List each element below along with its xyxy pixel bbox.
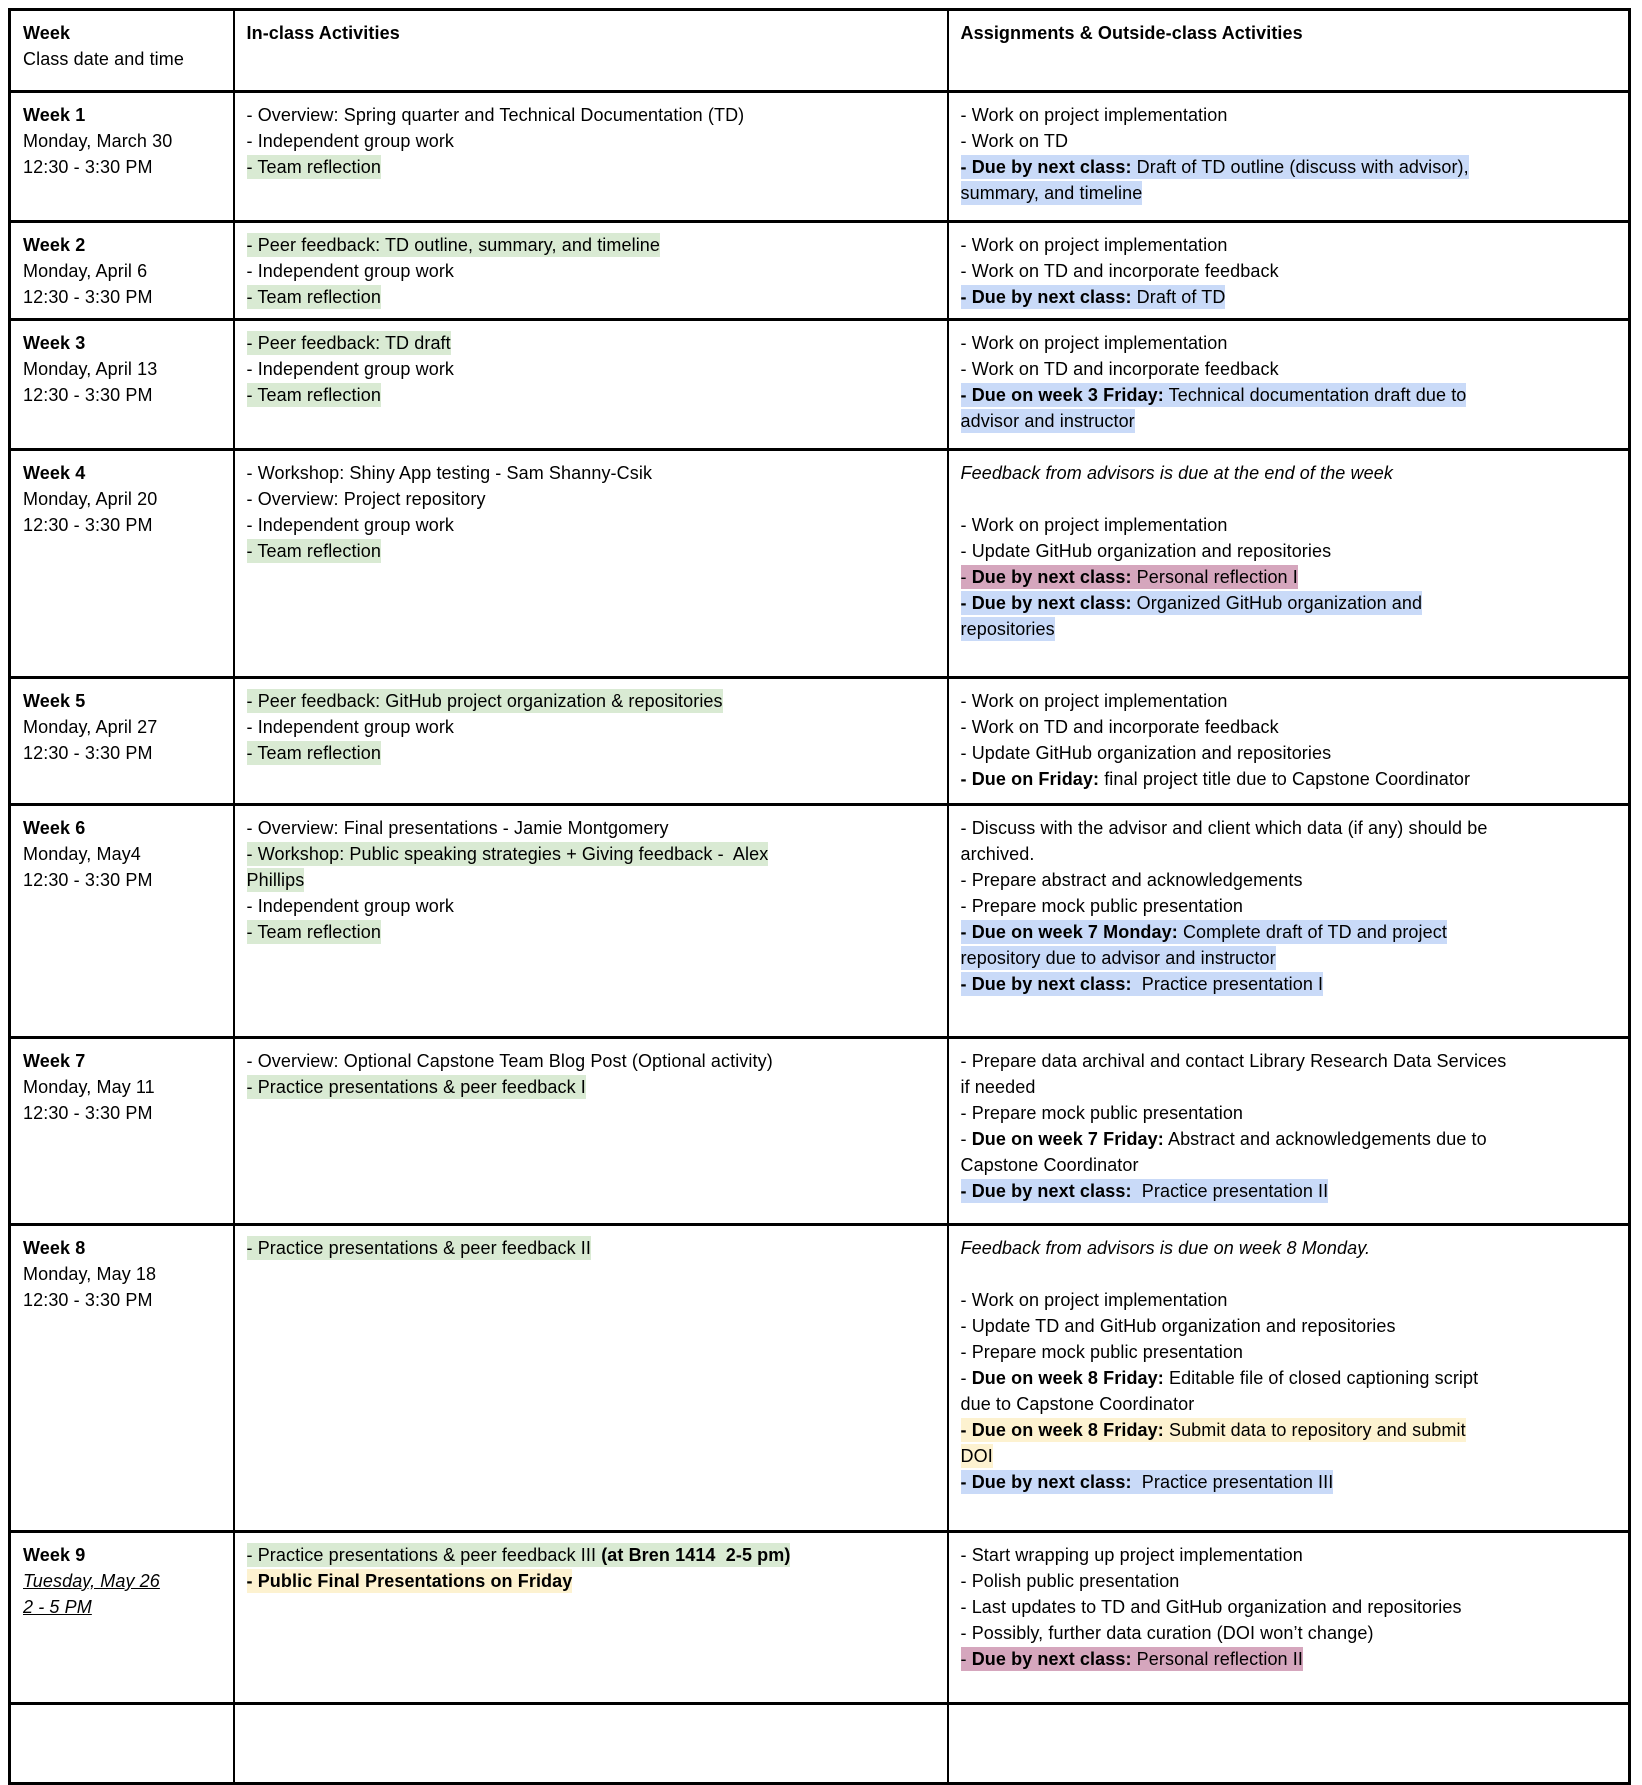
text-line [961, 1261, 1617, 1287]
text-line [961, 128, 1617, 154]
text-line [23, 232, 221, 258]
text-segment: Practice presentation III [1131, 1472, 1334, 1492]
table-row-week-3 [10, 320, 1630, 450]
text-line [961, 284, 1617, 310]
text-segment: 12:30 - 3:30 PM [23, 1290, 153, 1310]
text-line [247, 460, 935, 486]
text-segment: Practice presentation II [1131, 1181, 1329, 1201]
text-line [961, 1417, 1617, 1443]
text-segment: Feedback from advisors is due at the end of the week [960, 463, 1393, 483]
text-segment: - Public Final Presentations on Friday [246, 1571, 573, 1591]
text-line [247, 688, 935, 714]
text-line [247, 1568, 935, 1594]
text-segment: Organized GitHub organization and [1131, 593, 1423, 613]
text-segment: - Polish public presentation [960, 1571, 1180, 1591]
text-segment: Monday, May4 [23, 844, 141, 864]
text-line [961, 564, 1617, 590]
week-cell-week-9 [10, 1532, 234, 1704]
week-cell-week-8 [10, 1225, 234, 1532]
text-line [23, 46, 221, 72]
text-segment: - Practice presentations & peer feedback I [246, 1077, 586, 1097]
text-line [961, 408, 1617, 434]
header-row [10, 10, 1630, 92]
text-line [23, 128, 221, 154]
text-segment: - Due on week 8 Friday: [960, 1420, 1164, 1440]
text-segment: repositories [960, 619, 1055, 639]
text-line [23, 867, 221, 893]
text-segment: - Team reflection [246, 157, 381, 177]
text-segment: Due on week 7 Friday: [971, 1129, 1164, 1149]
text-line [961, 512, 1617, 538]
text-segment: final project title due to Capstone Coordinator [1099, 769, 1471, 789]
text-segment: - Last updates to TD and GitHub organization and repositories [960, 1597, 1462, 1617]
text-segment: - Workshop: Shiny App testing - Sam Shanny-Csik [246, 463, 653, 483]
text-line [247, 486, 935, 512]
text-segment: - Practice presentations & peer feedback II [246, 1238, 591, 1258]
week-cell-week-4 [10, 450, 234, 678]
table-row-week-6 [10, 805, 1630, 1038]
text-line [961, 815, 1617, 841]
schedule-table-body [10, 10, 1630, 1784]
text-line [961, 616, 1617, 642]
week-cell-week-1 [10, 92, 234, 222]
text-segment: summary, and timeline [960, 183, 1143, 203]
text-segment: 12:30 - 3:30 PM [23, 385, 153, 405]
text-line [247, 382, 935, 408]
text-line [961, 232, 1617, 258]
text-segment: - Work on project implementation [960, 515, 1228, 535]
text-segment: - Work on TD [960, 131, 1069, 151]
text-line [961, 841, 1617, 867]
text-segment: - Prepare mock public presentation [960, 896, 1244, 916]
text-segment: - Due by next class: [960, 974, 1132, 994]
inclass-activities-cell-week-8 [234, 1225, 948, 1532]
week-cell-week-2 [10, 222, 234, 320]
text-line [23, 486, 221, 512]
text-line [23, 154, 221, 180]
inclass-activities-cell-week-4 [234, 450, 948, 678]
text-segment: Due by next class: [971, 567, 1132, 587]
text-segment: - Possibly, further data curation (DOI won’t change) [960, 1623, 1374, 1643]
text-segment: Week 4 [23, 463, 86, 483]
text-segment: In-class Activities [246, 23, 400, 43]
text-line [961, 1152, 1617, 1178]
text-line [961, 382, 1617, 408]
text-segment: 12:30 - 3:30 PM [23, 870, 153, 890]
text-segment: - Due by next class: [960, 1181, 1132, 1201]
text-line [961, 1235, 1617, 1261]
text-segment: - Prepare abstract and acknowledgements [960, 870, 1303, 890]
text-segment: Practice presentation I [1131, 974, 1324, 994]
text-segment: 12:30 - 3:30 PM [23, 157, 153, 177]
text-segment: 12:30 - 3:30 PM [23, 743, 153, 763]
text-segment: - Work on project implementation [960, 235, 1228, 255]
text-line [23, 512, 221, 538]
text-segment: Week 8 [23, 1238, 86, 1258]
text-segment: - Team reflection [246, 743, 381, 763]
text-segment: - Due on Friday: [960, 769, 1100, 789]
text-line [961, 1620, 1617, 1646]
text-line [961, 893, 1617, 919]
text-line [961, 1287, 1617, 1313]
text-segment: Feedback from advisors is due on week 8 Monday. [960, 1238, 1371, 1258]
text-line [961, 1126, 1617, 1152]
text-line [961, 766, 1617, 792]
text-segment: - Team reflection [246, 385, 381, 405]
inclass-activities-cell-week-1 [234, 92, 948, 222]
text-segment: DOI [960, 1446, 993, 1466]
text-line [961, 919, 1617, 945]
text-line [23, 688, 221, 714]
text-segment: - Prepare mock public presentation [960, 1342, 1244, 1362]
text-segment: Week 2 [23, 235, 86, 255]
text-segment: Week 3 [23, 333, 86, 353]
text-line [247, 1235, 935, 1261]
table-row-week-7 [10, 1038, 1630, 1225]
text-segment: - Team reflection [246, 287, 381, 307]
header-inclass-activities-cell [234, 10, 948, 92]
text-segment: - Prepare mock public presentation [960, 1103, 1244, 1123]
text-segment: - Independent group work [246, 717, 455, 737]
text-line [961, 590, 1617, 616]
text-line [23, 330, 221, 356]
text-line [23, 460, 221, 486]
text-segment: - Independent group work [246, 131, 455, 151]
text-segment: - Independent group work [246, 359, 455, 379]
text-segment: 12:30 - 3:30 PM [23, 1103, 153, 1123]
week-cell-week-3 [10, 320, 234, 450]
text-line [247, 867, 935, 893]
text-segment: Editable file of closed captioning script [1163, 1368, 1479, 1388]
text-line [23, 1074, 221, 1100]
text-line [247, 102, 935, 128]
text-segment: - Due by next class: [960, 287, 1132, 307]
header-week-cell [10, 10, 234, 92]
inclass-activities-cell-week-5 [234, 678, 948, 805]
text-segment: - Due by next class: [960, 1472, 1132, 1492]
text-line [23, 841, 221, 867]
text-segment: - [960, 567, 972, 587]
text-segment: - Independent group work [246, 261, 455, 281]
text-line [23, 1542, 221, 1568]
assignments-cell-week-9 [948, 1532, 1630, 1704]
inclass-activities-cell-week-3 [234, 320, 948, 450]
text-segment: Assignments & Outside-class Activities [960, 23, 1303, 43]
text-segment: Week 7 [23, 1051, 86, 1071]
text-line [247, 1048, 935, 1074]
text-segment: Monday, May 18 [23, 1264, 157, 1284]
text-line [23, 20, 221, 46]
text-segment: - Peer feedback: GitHub project organization & repositories [246, 691, 723, 711]
text-segment: 12:30 - 3:30 PM [23, 287, 153, 307]
text-line [23, 1048, 221, 1074]
text-segment: Class date and time [23, 49, 184, 69]
text-segment: - Work on project implementation [960, 333, 1228, 353]
text-line [247, 330, 935, 356]
text-line [247, 1542, 935, 1568]
text-line [961, 688, 1617, 714]
table-row-week-5 [10, 678, 1630, 805]
course-schedule-table [8, 8, 1631, 1785]
text-segment: - [960, 1649, 972, 1669]
text-segment: Monday, April 13 [23, 359, 158, 379]
table-row-week-1 [10, 92, 1630, 222]
text-line [247, 1074, 935, 1100]
text-line [961, 330, 1617, 356]
text-line [23, 740, 221, 766]
text-segment: - Due on week 3 Friday: [960, 385, 1164, 405]
assignments-cell-week-6 [948, 805, 1630, 1038]
text-line [961, 1178, 1617, 1204]
text-line [961, 971, 1617, 997]
text-line [961, 1074, 1617, 1100]
assignments-cell-week-1 [948, 92, 1630, 222]
text-line [23, 102, 221, 128]
text-line [247, 512, 935, 538]
text-segment: Draft of TD outline (discuss with advisor), [1131, 157, 1469, 177]
text-line [961, 538, 1617, 564]
assignments-cell-week-4 [948, 450, 1630, 678]
text-segment: Submit data to repository and submit [1163, 1420, 1466, 1440]
text-segment: Phillips [246, 870, 305, 890]
text-segment: - [960, 1368, 972, 1388]
text-line [961, 1443, 1617, 1469]
text-line [961, 20, 1617, 46]
text-line [247, 893, 935, 919]
text-line [961, 1100, 1617, 1126]
text-line [23, 1568, 221, 1594]
assignments-cell-week-5 [948, 678, 1630, 805]
text-segment: - Work on project implementation [960, 1290, 1228, 1310]
text-line [23, 1235, 221, 1261]
inclass-activities-cell-week-7 [234, 1038, 948, 1225]
text-line [247, 232, 935, 258]
text-segment: Abstract and acknowledgements due to [1163, 1129, 1487, 1149]
text-segment: Personal reflection I [1131, 567, 1298, 587]
text-segment: - Work on TD and incorporate feedback [960, 261, 1279, 281]
text-line [23, 714, 221, 740]
inclass-activities-cell-week-9 [234, 1532, 948, 1704]
text-segment: - Update GitHub organization and repositories [960, 541, 1332, 561]
text-segment: - Peer feedback: TD outline, summary, and timeline [246, 235, 661, 255]
text-line [247, 714, 935, 740]
text-line [961, 102, 1617, 128]
text-line [23, 1594, 221, 1620]
assignments-cell-week-8 [948, 1225, 1630, 1532]
text-line [961, 1542, 1617, 1568]
text-segment: Complete draft of TD and project [1177, 922, 1447, 942]
text-segment: - Work on project implementation [960, 691, 1228, 711]
text-line [247, 841, 935, 867]
text-line [961, 1313, 1617, 1339]
text-segment: Monday, March 30 [23, 131, 173, 151]
text-segment: archived. [960, 844, 1035, 864]
text-segment: - Overview: Optional Capstone Team Blog Post (Optional activity) [246, 1051, 773, 1071]
text-segment: - Discuss with the advisor and client which data (if any) should be [960, 818, 1488, 838]
week-cell-week-6 [10, 805, 234, 1038]
table-row-week-8 [10, 1225, 1630, 1532]
assignments-cell-week-2 [948, 222, 1630, 320]
text-line [247, 154, 935, 180]
inclass-activities-cell-week-6 [234, 805, 948, 1038]
text-segment: 12:30 - 3:30 PM [23, 515, 153, 535]
text-segment: - Overview: Spring quarter and Technical Documentation (TD) [246, 105, 745, 125]
text-line [961, 867, 1617, 893]
text-segment: if needed [960, 1077, 1036, 1097]
text-segment: - Work on TD and incorporate feedback [960, 359, 1279, 379]
text-segment: - Team reflection [246, 922, 381, 942]
header-assignments-cell [948, 10, 1630, 92]
text-line [961, 154, 1617, 180]
text-line [23, 815, 221, 841]
text-segment: Monday, April 20 [23, 489, 158, 509]
text-line [23, 258, 221, 284]
text-segment: Monday, May 11 [23, 1077, 155, 1097]
text-line [247, 740, 935, 766]
text-line [961, 486, 1617, 512]
text-segment: - Prepare data archival and contact Library Research Data Services [960, 1051, 1507, 1071]
text-segment: - Workshop: Public speaking strategies + Giving feedback - Alex [246, 844, 769, 864]
text-segment: Week 1 [23, 105, 86, 125]
text-segment: repository due to advisor and instructor [960, 948, 1276, 968]
text-segment: Due by next class: [971, 1649, 1132, 1669]
text-segment: Week 5 [23, 691, 86, 711]
text-segment: - Work on project implementation [960, 105, 1228, 125]
text-segment: - Work on TD and incorporate feedback [960, 717, 1279, 737]
text-line [961, 1646, 1617, 1672]
text-line [961, 1048, 1617, 1074]
text-segment: advisor and instructor [960, 411, 1135, 431]
table-row-week-9 [10, 1532, 1630, 1704]
text-segment: Technical documentation draft due to [1163, 385, 1467, 405]
text-segment: Monday, April 27 [23, 717, 158, 737]
text-line [247, 284, 935, 310]
text-segment: - Peer feedback: TD draft [246, 333, 451, 353]
text-line [247, 356, 935, 382]
text-line [247, 20, 935, 46]
table-row-week-4 [10, 450, 1630, 678]
text-segment: Capstone Coordinator [960, 1155, 1139, 1175]
text-segment: Personal reflection II [1131, 1649, 1303, 1669]
text-segment: Tuesday, May 26 [23, 1571, 160, 1591]
text-line [961, 1568, 1617, 1594]
text-line [961, 1594, 1617, 1620]
text-line [961, 1339, 1617, 1365]
text-segment: (at Bren 1414 2-5 pm) [601, 1545, 791, 1565]
text-segment: - Update GitHub organization and repositories [960, 743, 1332, 763]
text-segment: - Overview: Project repository [246, 489, 486, 509]
text-line [247, 919, 935, 945]
assignments-cell-week-7 [948, 1038, 1630, 1225]
text-line [961, 1365, 1617, 1391]
text-segment: - Update TD and GitHub organization and repositories [960, 1316, 1396, 1336]
text-segment: - Practice presentations & peer feedback III [246, 1545, 602, 1565]
table-row-week-2 [10, 222, 1630, 320]
text-segment: - Independent group work [246, 515, 455, 535]
text-segment: Week [23, 23, 71, 43]
text-segment: Monday, April 6 [23, 261, 148, 281]
text-line [23, 1287, 221, 1313]
inclass-activities-cell-week-2 [234, 222, 948, 320]
text-line [961, 180, 1617, 206]
text-line [247, 538, 935, 564]
text-segment: Due on week 8 Friday: [971, 1368, 1164, 1388]
text-line [23, 1100, 221, 1126]
week-cell-week-7 [10, 1038, 234, 1225]
text-segment: - Overview: Final presentations - Jamie Montgomery [246, 818, 669, 838]
text-segment: - Due by next class: [960, 157, 1132, 177]
text-segment: Week 9 [23, 1545, 86, 1565]
text-segment: - Due by next class: [960, 593, 1132, 613]
text-segment: - Independent group work [246, 896, 455, 916]
text-segment: due to Capstone Coordinator [960, 1394, 1195, 1414]
text-line [961, 1391, 1617, 1417]
text-line [961, 460, 1617, 486]
text-line [961, 1469, 1617, 1495]
text-segment: 2 - 5 PM [23, 1597, 92, 1617]
text-line [23, 284, 221, 310]
text-segment: Draft of TD [1131, 287, 1226, 307]
text-line [247, 815, 935, 841]
text-line [961, 740, 1617, 766]
text-line [961, 356, 1617, 382]
text-line [23, 356, 221, 382]
text-line [961, 714, 1617, 740]
assignments-cell-week-3 [948, 320, 1630, 450]
week-cell-week-5 [10, 678, 234, 805]
text-segment: - [960, 1129, 972, 1149]
text-segment: Week 6 [23, 818, 86, 838]
text-segment: - Due on week 7 Monday: [960, 922, 1178, 942]
text-line [23, 1261, 221, 1287]
text-segment: - Start wrapping up project implementation [960, 1545, 1303, 1565]
text-line [961, 258, 1617, 284]
text-line [247, 128, 935, 154]
text-line [247, 258, 935, 284]
text-line [961, 945, 1617, 971]
text-segment: - Team reflection [246, 541, 381, 561]
text-line [23, 382, 221, 408]
